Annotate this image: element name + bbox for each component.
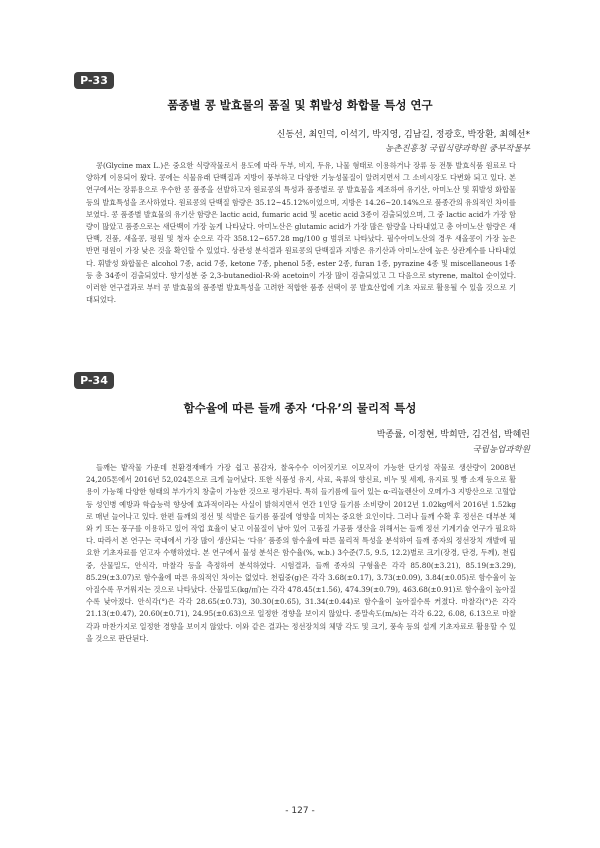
abstract-authors: 박종률, 이정현, 박희만, 김건섭, 박혜린 [376, 430, 530, 440]
abstract-authors: 신동선, 최인덕, 이석기, 박지영, 김남길, 정광호, 박장환, 최혜선* [276, 130, 530, 140]
abstract-code-badge: P-34 [74, 372, 114, 389]
abstract-affiliation: 국립농업과학원 [472, 445, 530, 455]
page-number: - 127 - [285, 806, 315, 816]
abstract-code-badge: P-33 [74, 72, 114, 89]
abstract-body: 콩(Glycine max L.)은 중요한 식량작물로서 용도에 따라 두부, 비지, 두유, 나물 형태로 이용하거나 장류 등 전통 발효식품 원료로 다양하게 이용되어 왔다. 콩에는 식물유래 단백질과 지방이 풍부하고 다양한 기능성물질이 알려지면서 그 소비시장도 다변화 되고 있다. 본 연구에서는 장류용으로 우수한 콩 품종을 선발하고자 원료콩의 특성과 품종별로 콩 발효물을 제조하여 유기산, 아미노산 및 휘발성 화합물 등의 발효특성을 조사하였다. 원료콩의 단백질 함량은 35.12~45.12%이었으며, 지방은 14.26~20.14%으로 품종간의 유의적인 차이를 보였다. 콩 품종별 발효물의 유기산 함량은 lactic acid, fumaric acid 및 acetic acid 3종이 검출되었으며, 그 중 lactic acid가 가장 함량이 많았고 품종으로는 새단백이 가장 높게 나타났다. 아미노산은 glutamic acid가 가장 많은 함량을 나타내었고 총 아미노산 함량은 새단백, 진품, 새올콩, 평원 및 청자 순으로 각각 358.12~657.28 mg/100 g 범위로 나타났다. 필수아미노산의 경우 새올콩이 가장 높은 반면 평원이 가장 낮은 것을 확인할 수 있었다. 상관성 분석결과 원료콩의 단백질과 지방은 유기산과 아미노산에 높은 상관계수를 나타내었다. 휘발성 화합물은 alcohol 7종, acid 7종, ketone 7종, phenol 5종, ester 2종, furan 1종, pyrazine 4종 및 miscellaneous 1종 등 총 34종이 검출되었다. 향기성분 중 2,3-butanediol-R-와 acetoin이 가장 많이 검출되었고 그 다음으로 styrene, maltol 순이었다. 이러한 연구결과로 부터 콩 발효물의 품종별 발효특성을 고려한 적합한 품종 선택이 콩 발효산업에 기초 자료로 활용될 수 있을 것으로 기대되었다. [86, 161, 516, 305]
abstract-title: 품종별 콩 발효물의 품질 및 휘발성 화합물 특성 연구 [167, 98, 433, 112]
abstract-title: 함수율에 따른 들깨 종자 ‘다유’의 물리적 특성 [183, 401, 417, 415]
abstract-body: 들깨는 밭작물 가운데 친환경재배가 가장 쉽고 봄감자, 찰옥수수 이어짓기로 이모작이 가능한 단기성 작물로 생산량이 2008년 24,205톤에서 2016년 52,024톤으로 크게 늘어났다. 또한 식품성 유지, 사료, 육류의 향신료, 비누 및 세제, 유지료 및 빵 소재 등으로 활용이 가능해 다양한 형태의 부가가치 창출이 가능한 것으로 평가된다. 특히 들기름에 들어 있는 α-리놀렌산이 오메가-3 지방산으로 고혈압 등 성인병 예방과 학습능력 향상에 효과적이라는 사실이 밝혀지면서 연간 1인당 들기름 소비량이 2012년 1.02kg에서 2016년 1.52kg로 매년 늘어나고 있다. 한편 들깨의 정선 및 석발은 들기름 품질에 영향을 미치는 중요한 요인이다. 그러나 들깨 수확 후 정선은 대부분 체와 키 또는 풍구를 이용하고 있어 작업 효율이 낮고 이물질이 남아 있어 고품질 가공품 생산을 위해서는 들깨 정선 기계기술 연구가 필요하다. 따라서 본 연구는 국내에서 가장 많이 생산되는 ‘다유’ 품종의 함수율에 따른 물리적 특성을 분석하여 들깨 종자의 정선장치 개발에 필요한 기초자료를 얻고자 수행하였다. 본 연구에서 물성 분석은 함수율(%, w.b.) 3수준(7.5, 9.5, 12.2)별로 크기(장경, 단경, 두께), 천립중, 산물밀도, 안식각, 마찰각 등을 측정하여 분석하였다. 시험결과, 들깨 종자의 구형율은 각각 85.80(±3.21), 85.19(±3.29), 85.29(±3.07)로 함수율에 따른 유의적인 차이는 없었다. 천립중(g)은 각각 3.68(±0.17), 3.73(±0.09), 3.84(±0.05)로 함수율이 높아질수록 무거워지는 것으로 나타났다. 산물밀도(kg/㎥)는 각각 478.45(±1.56), 474.39(±0.79), 463.68(±0.91)로 함수율이 높아질수록 낮아졌다. 안식각(°)은 각각 28.65(±0.73), 30.30(±0.65), 31.34(±0.44)로 함수율이 높아질수록 커졌다. 마찰각(°)은 각각 21.13(±0.47), 20.60(±0.71), 24.95(±0.63)으로 일정한 경향을 보이지 않았다. 종말속도(m/s)는 각각 6.22, 6.08, 6.13으로 마찰각과 마찬가지로 일정한 경향을 보이지 않았다. 이와 같은 결과는 정선장치의 체망 각도 및 크기, 풍속 등의 설계 기초자료로 활용할 수 있을 것으로 판단된다. [86, 463, 516, 643]
abstract-affiliation: 농촌진흥청 국립식량과학원 중부작물부 [385, 144, 530, 154]
